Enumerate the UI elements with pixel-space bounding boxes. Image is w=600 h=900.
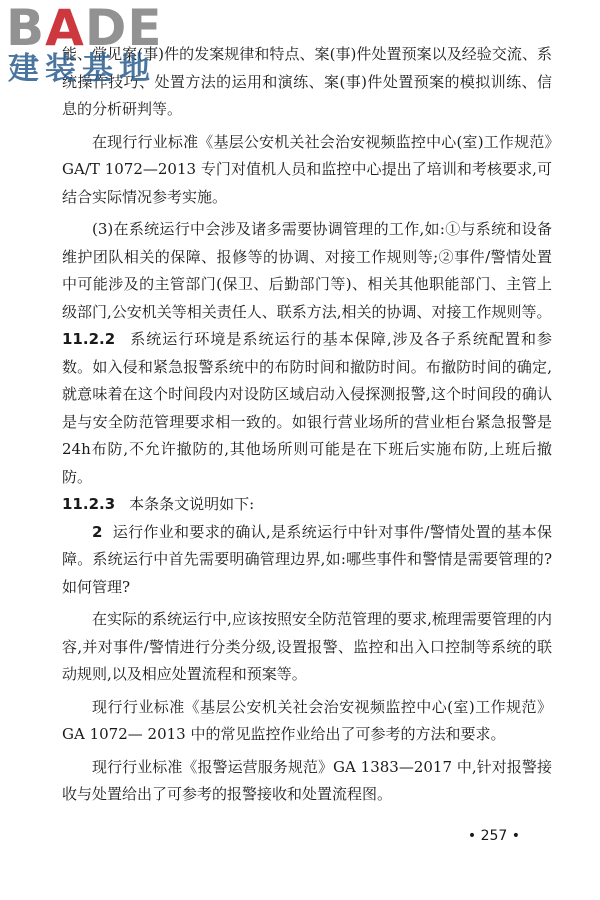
paragraph-monitoring-standard: 现行行业标准《基层公安机关社会治安视频监控中心(室)工作规范》GA 1072— 2013 中的常见监控作业给出了可参考的方法和要求。 xyxy=(62,697,552,743)
watermark-subtitle: 建装基地 xyxy=(8,51,156,87)
item-2 xyxy=(62,519,552,602)
page-body xyxy=(62,41,552,809)
paragraph-system-operation: 在实际的系统运行中,应该按照安全防范管理的要求,梳理需要管理的内容,并对事件/警情进行分类分级,设置报警、监控和出入口控制等系统的联动规则,以及相应处置流程和预案等。 xyxy=(62,610,552,683)
item-text: 运行作业和要求的确认,是系统运行中针对事件/警情处置的基本保障。系统运行中首先需要明确管理边界,如:哪些事件和警情是需要管理的? 如何管理? xyxy=(62,522,552,596)
clause-11-2-3 xyxy=(62,491,552,519)
clause-11-2-2 xyxy=(62,326,552,491)
clause-text: 系统运行环境是系统运行的基本保障,涉及各子系统配置和参数。如入侵和紧急报警系统中的布防时间和撤防时间。布撤防时间的确定,就意味着在这个时间段内对设防区域启动入侵探测报警,这个时间段的确认是与安全防范管理要求相一致的。如银行营业场所的营业柜台紧急报警是24h布防,不允许撤防的,其他场所则可能是在下班后实施布防,上班后撤防。 xyxy=(62,330,552,486)
clause-number: 11.2.2 xyxy=(62,330,116,348)
clause-number: 11.2.3 xyxy=(62,495,116,513)
item-number: 2 xyxy=(92,522,103,541)
paragraph-continued: 能、常见案(事)件的发案规律和特点、案(事)件处置预案以及经验交流、系统操作技巧、处置方法的运用和演练、案(事)件处置预案的模拟训练、信息的分析研判等。 xyxy=(62,45,552,118)
clause-text: 本条条文说明如下: xyxy=(129,495,255,513)
watermark-brand: BADE xyxy=(6,0,163,57)
page-number: • 257 • xyxy=(467,828,520,844)
paragraph-alarm-standard: 现行行业标准《报警运营服务规范》GA 1383—2017 中,针对报警接收与处置给出了可参考的报警接收和处置流程图。 xyxy=(62,757,552,803)
paragraph-coordination: (3)在系统运行中会涉及诸多需要协调管理的工作,如:①与系统和设备维护团队相关的保障、报修等的协调、对接工作规则等;②事件/警情处置中可能涉及的主管部门(保卫、后勤部门等)、相关其他职能部门、主管上级部门,公安机关等相关责任人、联系方法,相关的协调、对接工作规则等。 xyxy=(62,220,552,321)
paragraph-training-standard: 在现行行业标准《基层公安机关社会治安视频监控中心(室)工作规范》GA/T 1072—2013 专门对值机人员和监控中心提出了培训和考核要求,可结合实际情况参考实施。 xyxy=(62,132,552,206)
